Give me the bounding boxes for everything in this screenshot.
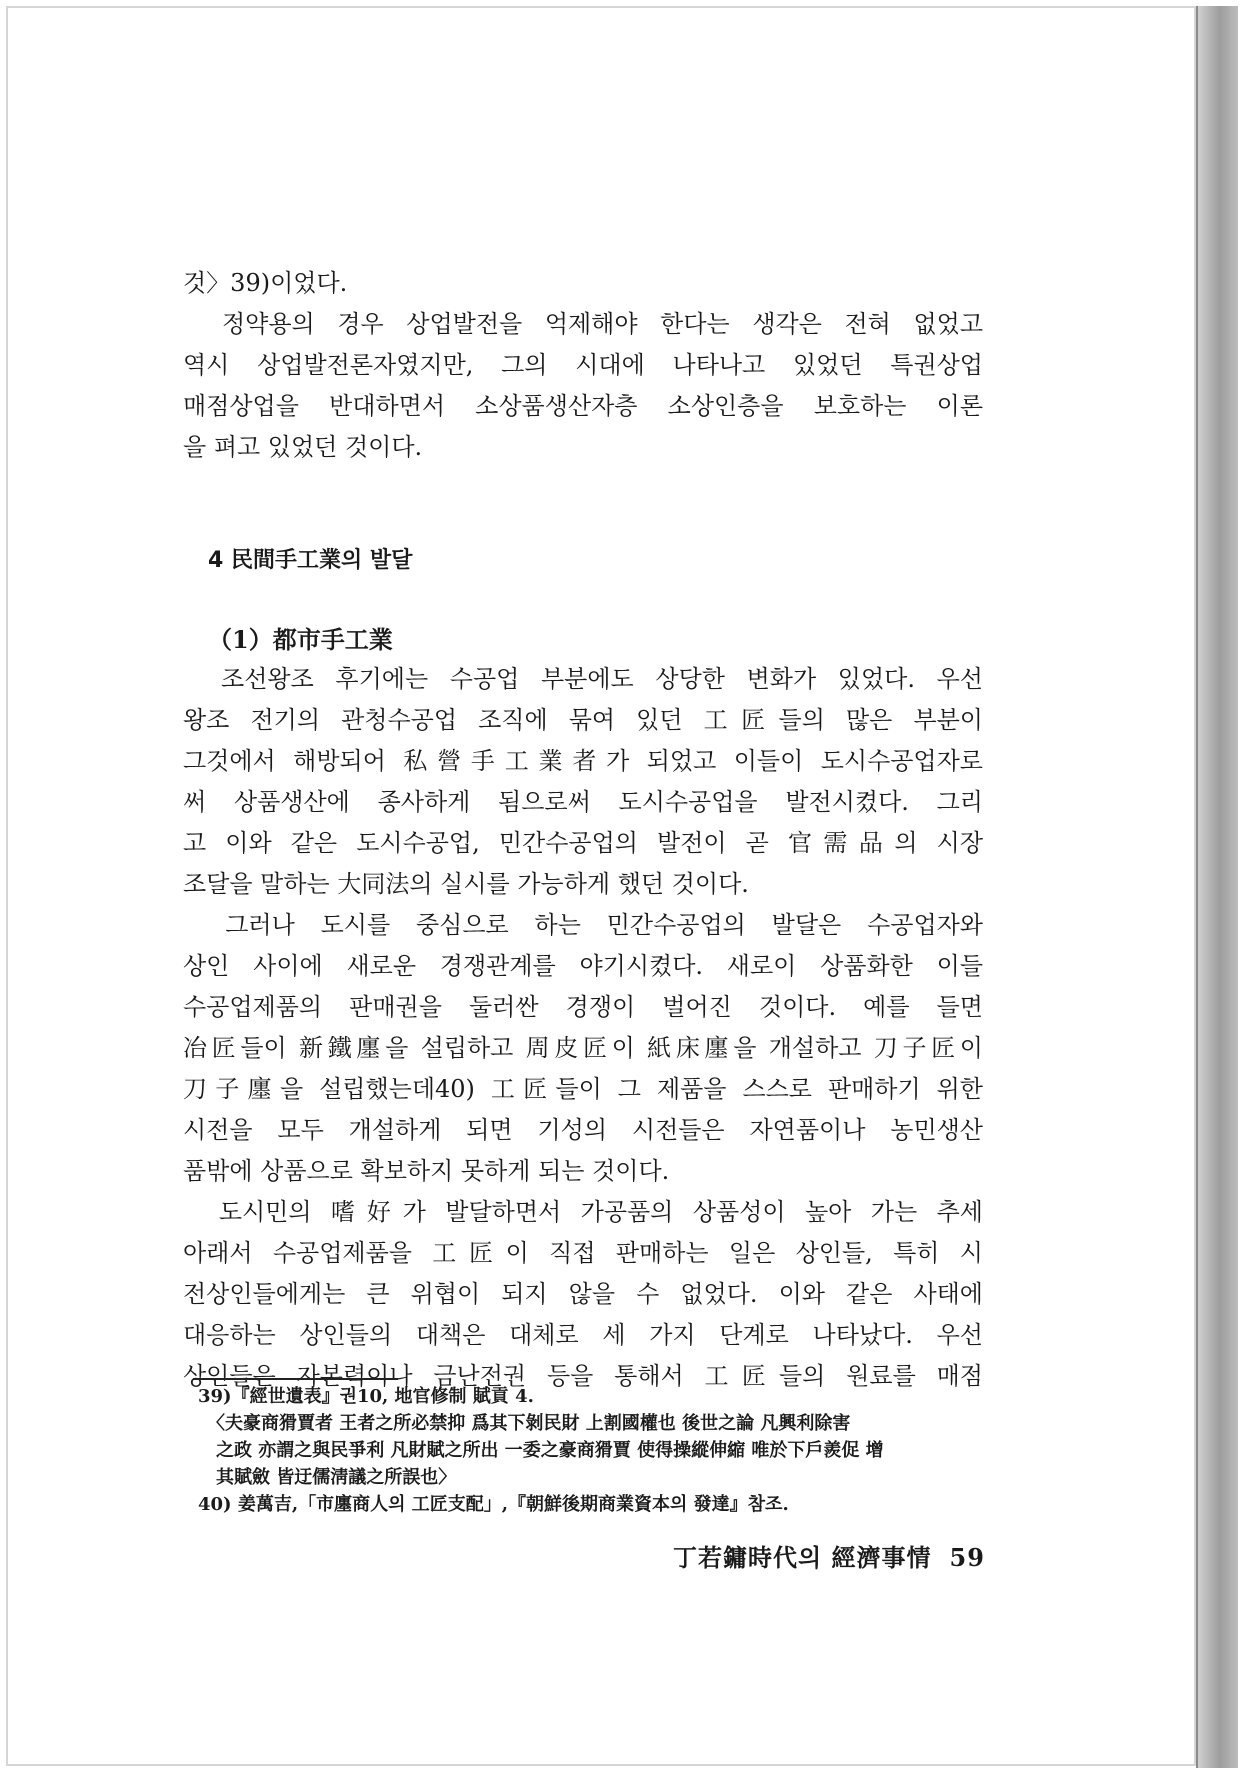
text-line: 刀子廛을 설립했는데40) 工匠들이 그 제품을 스스로 판매하기 위한 bbox=[183, 1075, 983, 1103]
text-line: 아래서 수공업제품을 工匠이 직접 판매하는 일은 상인들, 특히 시 bbox=[183, 1239, 983, 1267]
footnote-line: 40) 姜萬吉,「市廛商人의 工匠支配」,『朝鮮後期商業資本의 發達』참조. bbox=[198, 1494, 789, 1515]
footnote-line: 其賦斂 皆迂儒淸議之所誤也〉 bbox=[198, 1467, 457, 1488]
text-line: 그것에서 해방되어 私營手工業者가 되었고 이들이 도시수공업자로 bbox=[183, 747, 983, 775]
text-line: 전상인들에게는 큰 위협이 되지 않을 수 없었다. 이와 같은 사태에 bbox=[183, 1280, 983, 1308]
text-line: 그러나 도시를 중심으로 하는 민간수공업의 발달은 수공업자와 bbox=[183, 911, 983, 939]
book-page bbox=[6, 6, 1196, 1766]
section-heading: 4 民間手工業의 발달 bbox=[208, 548, 413, 573]
text-line: 상인 사이에 새로운 경쟁관계를 야기시켰다. 새로이 상품화한 이들 bbox=[183, 952, 983, 980]
paragraph-1 bbox=[183, 263, 983, 468]
text-line: 고 이와 같은 도시수공업, 민간수공업의 발전이 곧 官需品의 시장 bbox=[183, 829, 983, 857]
page-number: 59 bbox=[949, 1543, 985, 1572]
subsection-heading: （1）都市手工業 bbox=[208, 625, 393, 654]
text-line: 조선왕조 후기에는 수공업 부분에도 상당한 변화가 있었다. 우선 bbox=[183, 665, 983, 693]
text-line: 조달을 말하는 大同法의 실시를 가능하게 했던 것이다. bbox=[183, 870, 749, 898]
footnotes bbox=[198, 1383, 978, 1518]
paragraph-4 bbox=[183, 1192, 983, 1397]
text-line: 왕조 전기의 관청수공업 조직에 묶여 있던 工匠들의 많은 부분이 bbox=[183, 706, 983, 734]
text-line: 대응하는 상인들의 대책은 대체로 세 가지 단계로 나타났다. 우선 bbox=[183, 1321, 983, 1349]
text-line: 정약용의 경우 상업발전을 억제해야 한다는 생각은 전혀 없었고 bbox=[183, 310, 983, 338]
text-line: 매점상업을 반대하면서 소상품생산자층 소상인층을 보호하는 이론 bbox=[183, 392, 983, 420]
text-line: 품밖에 상품으로 확보하지 못하게 되는 것이다. bbox=[183, 1157, 670, 1185]
running-title: 丁若鏞時代의 經濟事情 bbox=[673, 1543, 932, 1572]
text-line: 도시민의 嗜好가 발달하면서 가공품의 상품성이 높아 가는 추세 bbox=[183, 1198, 983, 1226]
text-line: 상인들은 자본력이나 금난전권 등을 통해서 工匠들의 원료를 매점 bbox=[183, 1362, 983, 1390]
text-line: 冶匠들이 新鐵廛을 설립하고 周皮匠이 紙床廛을 개설하고 刀子匠이 bbox=[183, 1034, 983, 1062]
paragraph-2 bbox=[183, 659, 983, 905]
footnote-line: 之政 亦謂之與民爭利 凡財賦之所出 一委之豪商猾賈 使得操縱伸縮 唯於下戶羨促 增 bbox=[198, 1440, 884, 1461]
paragraph-3 bbox=[183, 905, 983, 1192]
text-line: 것〉39)이었다. bbox=[183, 269, 348, 297]
footnote-divider bbox=[193, 1378, 398, 1380]
text-line: 을 펴고 있었던 것이다. bbox=[183, 433, 423, 461]
text-line: 수공업제품의 판매권을 둘러싼 경쟁이 벌어진 것이다. 예를 들면 bbox=[183, 993, 983, 1021]
footnote-line: 〈夫豪商猾賈者 王者之所必禁抑 爲其下剝民財 上割國權也 後世之論 凡興利除害 bbox=[198, 1413, 851, 1434]
text-line: 써 상품생산에 종사하게 됨으로써 도시수공업을 발전시켰다. 그리 bbox=[183, 788, 983, 816]
footnote-line: 39)『經世遺表』권10, 地官修制 賦貢 4. bbox=[198, 1386, 534, 1407]
page-edge-shadow bbox=[1196, 6, 1238, 1768]
running-footer bbox=[673, 1538, 985, 1573]
text-line: 역시 상업발전론자였지만, 그의 시대에 나타나고 있었던 특권상업 bbox=[183, 351, 983, 379]
text-line: 시전을 모두 개설하게 되면 기성의 시전들은 자연품이나 농민생산 bbox=[183, 1116, 983, 1144]
